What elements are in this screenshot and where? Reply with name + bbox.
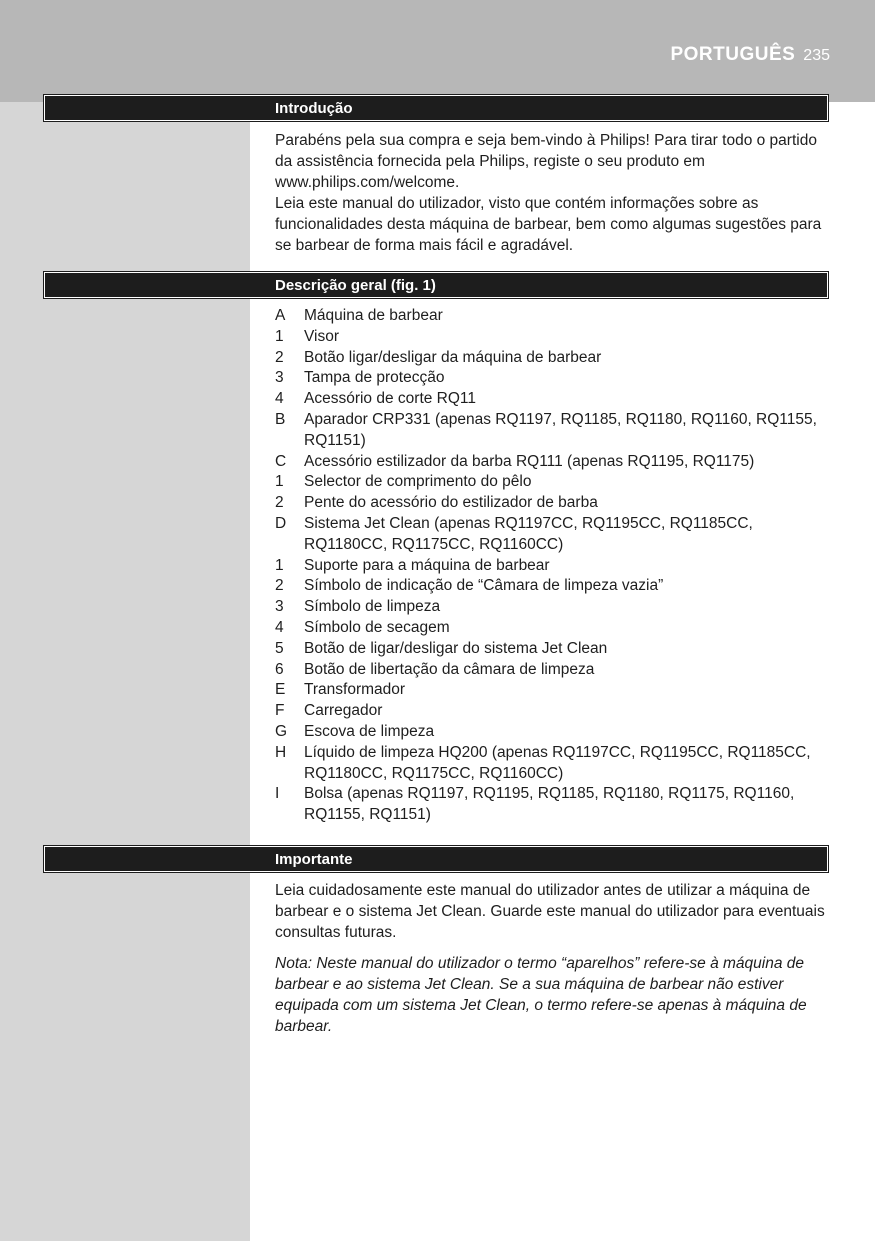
list-item (275, 556, 835, 577)
item-label: 1 (275, 327, 284, 345)
item-text: Máquina de barbear (304, 307, 443, 324)
item-text: Transformador (304, 681, 406, 699)
item-label: I (275, 785, 280, 803)
item-label: H (275, 743, 287, 761)
section-bar-important (44, 846, 828, 872)
item-label: 4 (275, 390, 284, 408)
item-label: 3 (275, 598, 284, 616)
item-label: A (275, 307, 286, 324)
intro-text (275, 130, 830, 256)
item-text: Líquido de limpeza HQ200 (apenas RQ1197CC, RQ1195CC, RQ1185CC, RQ1180CC, RQ1175CC, RQ1160CC) (304, 743, 811, 782)
paragraph: Leia este manual do utilizador, visto que contém informações sobre as funcionalidades desta máquina de barbear, bem como algumas sugestões para se barbear de forma mais fácil e agradável. (275, 195, 822, 254)
item-text: Visor (304, 327, 340, 345)
note-paragraph: Nota: Neste manual do utilizador o termo “aparelhos” refere-se à máquina de barbear e ao sistema Jet Clean. Se a sua máquina de barbear não estiver equipada com um sistema Jet Clean, o termo refere-se apenas à máquina de barbear. (275, 955, 807, 1035)
language-label: PORTUGUÊS (670, 44, 796, 65)
section-bar-intro (44, 95, 828, 121)
item-label: F (275, 702, 285, 720)
list-item (275, 639, 835, 660)
list-item (275, 410, 835, 452)
item-text: Pente do acessório do estilizador de barba (304, 494, 598, 512)
list-item (275, 743, 835, 785)
running-header (670, 44, 830, 66)
item-label: B (275, 410, 286, 428)
item-label: 4 (275, 618, 284, 636)
item-label: 2 (275, 348, 284, 366)
item-label: 2 (275, 494, 284, 512)
important-text (275, 880, 830, 1037)
section-title: Introdução (275, 100, 353, 117)
item-text: Carregador (304, 702, 383, 720)
list-item (275, 389, 835, 410)
item-text: Botão de ligar/desligar do sistema Jet Clean (304, 639, 608, 657)
list-item (275, 348, 835, 369)
item-text: Sistema Jet Clean (apenas RQ1197CC, RQ1195CC, RQ1185CC, RQ1180CC, RQ1175CC, RQ1160CC) (304, 514, 753, 553)
item-text: Símbolo de secagem (304, 618, 450, 636)
list-item (275, 722, 835, 743)
list-item (275, 452, 835, 473)
item-label: 2 (275, 577, 284, 595)
list-item (275, 576, 835, 597)
item-label: 3 (275, 369, 284, 387)
paragraph: Parabéns pela sua compra e seja bem-vindo à Philips! Para tirar todo o partido da assistência fornecida pela Philips, registe o seu produto em www.philips.com/welcome. (275, 132, 817, 191)
section-title: Descrição geral (fig. 1) (275, 277, 436, 294)
item-text: Acessório estilizador da barba RQ111 (apenas RQ1195, RQ1175) (304, 452, 755, 470)
item-text: Símbolo de indicação de “Câmara de limpeza vazia” (304, 577, 664, 595)
list-item (275, 660, 835, 681)
section-bar-overview (44, 272, 828, 298)
list-item (275, 472, 835, 493)
paragraph: Leia cuidadosamente este manual do utilizador antes de utilizar a máquina de barbear e o sistema Jet Clean. Guarde este manual do utilizador para eventuais consultas futuras. (275, 882, 825, 941)
list-item (275, 618, 835, 639)
item-text: Escova de limpeza (304, 722, 435, 740)
item-text: Bolsa (apenas RQ1197, RQ1195, RQ1185, RQ1180, RQ1175, RQ1160, RQ1155, RQ1151) (304, 785, 795, 824)
list-item (275, 514, 835, 556)
list-item (275, 784, 835, 826)
item-text: Botão de libertação da câmara de limpeza (304, 660, 595, 678)
item-label: C (275, 452, 287, 470)
item-text: Tampa de protecção (304, 369, 445, 387)
list-item (275, 597, 835, 618)
item-label: 6 (275, 660, 284, 678)
item-text: Suporte para a máquina de barbear (304, 556, 550, 574)
list-item (275, 680, 835, 701)
item-label: D (275, 514, 287, 532)
section-title: Importante (275, 851, 353, 868)
item-label: E (275, 681, 286, 699)
list-item (275, 701, 835, 722)
item-label: G (275, 722, 288, 740)
list-item (275, 493, 835, 514)
item-text: Aparador CRP331 (apenas RQ1197, RQ1185, RQ1180, RQ1160, RQ1155, RQ1151) (304, 410, 817, 449)
item-text: Selector de comprimento do pêlo (304, 473, 532, 491)
item-label: 1 (275, 473, 284, 491)
item-text: Botão ligar/desligar da máquina de barbear (304, 348, 602, 366)
item-text: Símbolo de limpeza (304, 598, 441, 616)
item-label: 1 (275, 556, 284, 574)
page-number: 235 (803, 47, 830, 64)
item-label: 5 (275, 639, 284, 657)
parts-list (275, 306, 835, 826)
list-item (275, 327, 835, 348)
list-item (275, 306, 835, 327)
list-item (275, 368, 835, 389)
item-text: Acessório de corte RQ11 (304, 390, 477, 408)
